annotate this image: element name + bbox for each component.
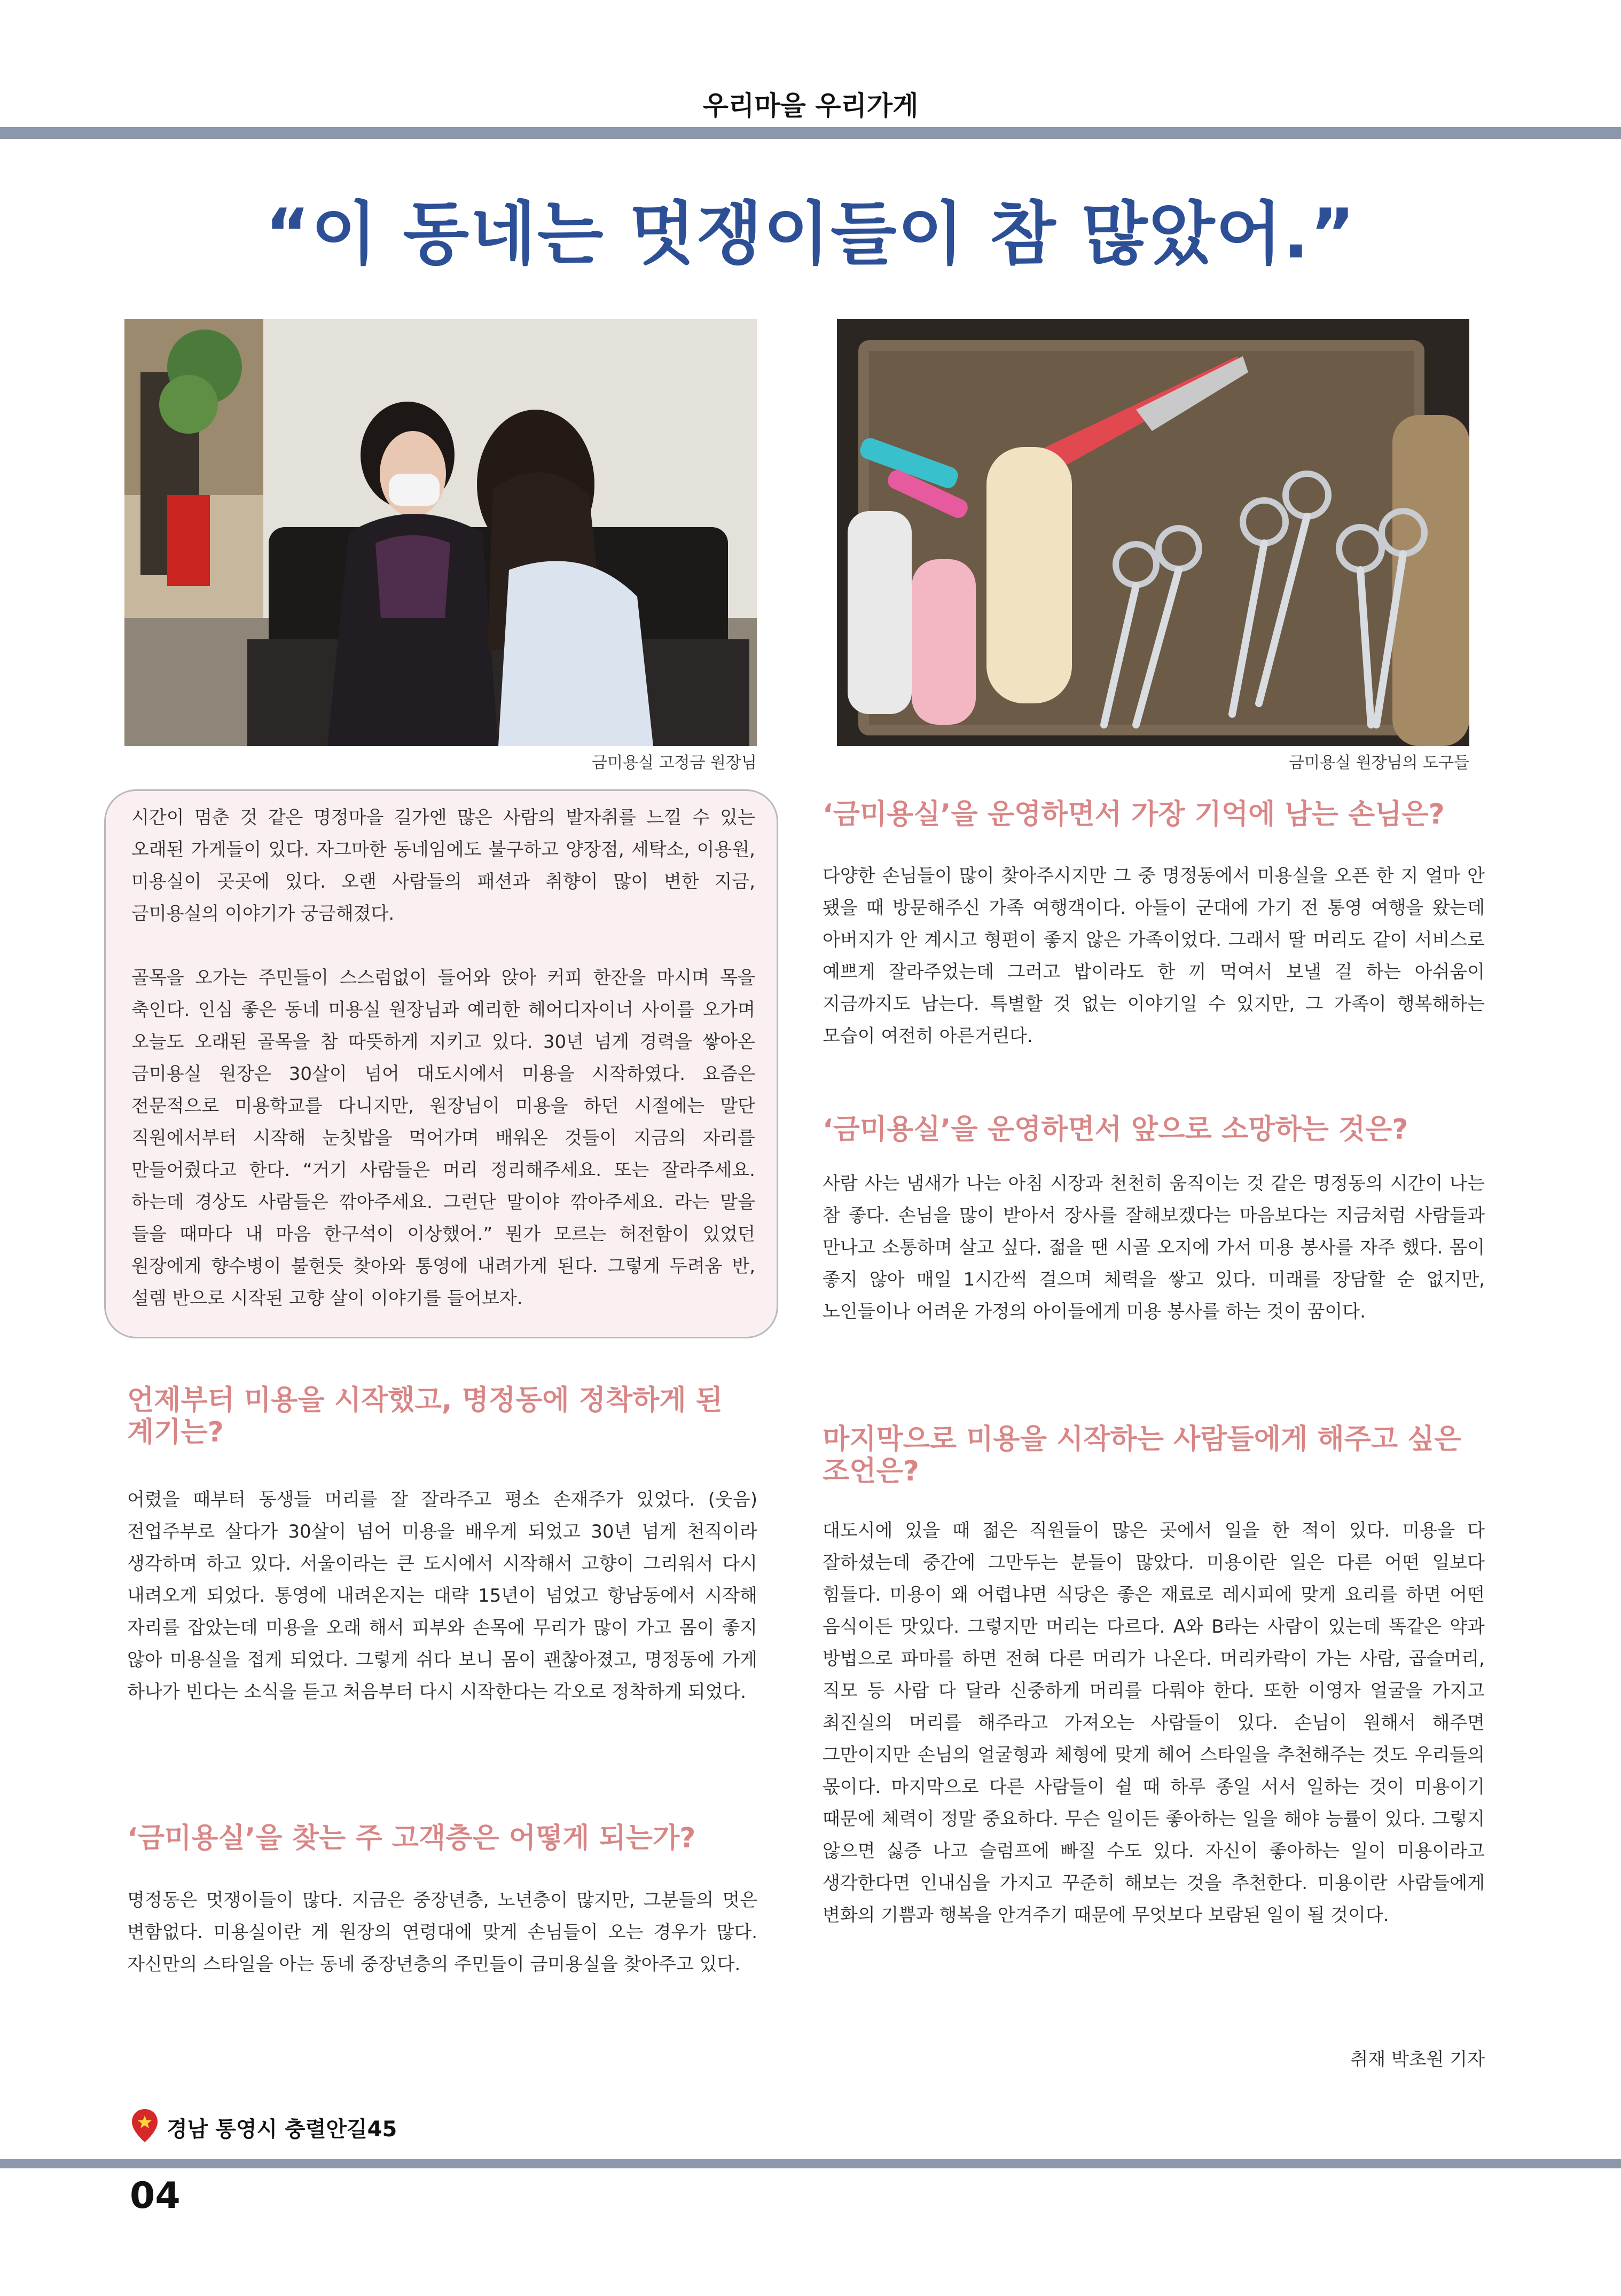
qa-block (823, 1423, 1485, 1487)
answer-text: 명정동은 멋쟁이들이 많다. 지금은 중장년층, 노년층이 많지만, 그분들의 멋은 변함없다. 미용실이란 게 원장의 연령대에 맞게 손님들이 오는 경우가 많다. 자신만의 스타일을 아는 동네 중장년층의 주민들이 금미용실을 찾아주고 있다. (127, 1890, 757, 1975)
tools-photo (837, 319, 1469, 746)
question-heading: ‘금미용실’을 운영하면서 가장 기억에 남는 손님은? (823, 798, 1445, 830)
answer-text: 다양한 손님들이 많이 찾아주시지만 그 중 명정동에서 미용실을 오픈 한 지 얼마 안 됐을 때 방문해주신 가족 여행객이다. 아들이 군대에 가기 전 통영 여행을 왔는데 아버지가 안 계시고 형편이 좋지 않은 가족이었다. 그래서 딸 머리도 같이 서비스로 예쁘게 잘라주었는데 그러고 밥이라도 한 끼 먹여서 보낼 걸 하는 아쉬움이 지금까지도 남는다. 특별할 것 없는 이야기일 수 있지만, 그 가족이 행복해하는 모습이 여전히 아른거린다. (823, 865, 1485, 1047)
answer-text: 사람 사는 냄새가 나는 아침 시장과 천천히 움직이는 것 같은 명정동의 시간이 나는 참 좋다. 손님을 많이 받아서 장사를 잘해보겠다는 마음보다는 지금처럼 사람들과 만나고 소통하며 살고 싶다. 젊을 땐 시골 오지에 가서 미용 봉사를 자주 했다. 몸이 좋지 않아 매일 1시간씩 걸으며 체력을 쌓고 있다. 미래를 장담할 순 없지만, 노인들이나 어려운 가정의 아이들에게 미용 봉사를 하는 것이 꿈이다. (823, 1173, 1485, 1322)
article-headline: “이 동네는 멋쟁이들이 참 많았어.” (265, 194, 1356, 274)
qa-block (127, 1822, 757, 1854)
intro-paragraph: 골목을 오가는 주민들이 스스럼없이 들어와 앉아 커피 한잔을 마시며 목을 축인다. 인심 좋은 동네 미용실 원장님과 예리한 헤어디자이너 사이를 오가며 오늘도 오래된 골목을 참 따뜻하게 지키고 있다. 30년 넘게 경력을 쌓아온 금미용실 원장은 30살이 넘어 대도시에서 미용을 시작하였다. 요즘은 전문적으로 미용학교를 다니지만, 원장님이 미용을 하던 시절에는 말단 직원에서부터 시작해 눈칫밥을 먹어가며 배워온 것들이 지금의 자리를 만들어줬다고 한다. “거기 사람들은 머리 정리해주세요. 또는 잘라주세요. 하는데 경상도 사람들은 깎아주세요. 그런단 말이야 깎아주세요. 라는 말을 들을 때마다 내 마음 한구석이 이상했어.” 뭔가 모르는 허전함이 있었던 원장에게 향수병이 불현듯 찾아와 통영에 내려가게 된다. 그렇게 두려움 반, 설렘 반으로 시작된 고향 살이 이야기를 들어보자. (131, 967, 755, 1309)
page-number: 04 (130, 2175, 181, 2217)
interview-photo-caption: 금미용실 고정금 원장님 (592, 754, 757, 772)
question-heading: 언제부터 미용을 시작했고, 명정동에 정착하게 된 계기는? (127, 1384, 723, 1448)
qa-block (127, 1384, 757, 1448)
answer-text: 어렸을 때부터 동생들 머리를 잘 잘라주고 평소 손재주가 있었다. (웃음) 전업주부로 살다가 30살이 넘어 미용을 배우게 되었고 30년 넘게 천직이라 생각하며 하고 있다. 서울이라는 큰 도시에서 시작해서 고향이 그리워서 다시 내려오게 되었다. 통영에 내려온지는 대략 15년이 넘었고 항남동에서 시작해 자리를 잡았는데 미용을 오래 해서 피부와 손목에 무리가 많이 가고 몸이 좋지 않아 미용실을 접게 되었다. 그렇게 쉬다 보니 몸이 괜찮아졌고, 명정동에 가게 하나가 빈다는 소식을 듣고 처음부터 다시 시작한다는 각오로 정착하게 되었다. (127, 1489, 757, 1703)
store-address: 경남 통영시 충렬안길45 (167, 2117, 397, 2142)
footer-divider (0, 2159, 1621, 2168)
question-heading: ‘금미용실’을 찾는 주 고객층은 어떻게 되는가? (127, 1822, 696, 1854)
location-pin-icon (130, 2108, 159, 2145)
interview-photo-illustration (124, 319, 757, 746)
question-heading: ‘금미용실’을 운영하면서 앞으로 소망하는 것은? (823, 1114, 1408, 1146)
interview-photo (124, 319, 757, 746)
question-heading: 마지막으로 미용을 시작하는 사람들에게 해주고 싶은 조언은? (823, 1423, 1461, 1487)
header-divider (0, 127, 1621, 139)
intro-paragraph: 시간이 멈춘 것 같은 명정마을 길가엔 많은 사람의 발자취를 느낄 수 있는 오래된 가게들이 있다. 자그마한 동네임에도 불구하고 양장점, 세탁소, 이용원, 미용실이 곳곳에 있다. 오랜 사람들의 패션과 취향이 많이 변한 지금, 금미용실의 이야기가 궁금해졌다. (131, 807, 755, 924)
intro-text (131, 802, 755, 1314)
answer-text: 대도시에 있을 때 젊은 직원들이 많은 곳에서 일을 한 적이 있다. 미용을 다 잘하셨는데 중간에 그만두는 분들이 많았다. 미용이란 일은 다른 어떤 일보다 힘들다. 미용이 왜 어렵냐면 식당은 좋은 재료로 레시피에 맞게 요리를 하면 어떤 음식이든 맛있다. 그렇지만 머리는 다르다. A와 B라는 사람이 있는데 똑같은 약과 방법으로 파마를 하면 전혀 다른 머리가 나온다. 머리카락이 가는 사람, 곱슬머리, 직모 등 사람 다 달라 신중하게 머리를 다뤄야 한다. 또한 이영자 얼굴을 가지고 최진실의 머리를 해주라고 가져오는 사람들이 있다. 손님이 원해서 해주면 그만이지만 손님의 얼굴형과 체형에 맞게 헤어 스타일을 추천해주는 것도 우리들의 몫이다. 마지막으로 다른 사람들이 쉴 때 하루 종일 서서 일하는 것이 미용이기 때문에 체력이 정말 중요하다. 무슨 일이든 좋아하는 일을 해야 능률이 있다. 그렇지 않으면 싫증 나고 슬럼프에 빠질 수도 있다. 자신이 좋아하는 일이 미용이라고 생각한다면 인내심을 가지고 꾸준히 해보는 것을 추천한다. 미용이란 사람들에게 변화의 기쁨과 행복을 안겨주기 때문에 무엇보다 보람된 일이 될 것이다. (823, 1520, 1485, 1926)
tools-photo-illustration (837, 319, 1469, 746)
byline: 취재 박초원 기자 (1350, 2049, 1485, 2070)
qa-block (823, 1114, 1485, 1146)
section-title: 우리마을 우리가게 (702, 90, 919, 121)
tools-photo-caption: 금미용실 원장님의 도구들 (1289, 754, 1469, 772)
qa-block (823, 798, 1485, 830)
intro-box (104, 789, 778, 1338)
